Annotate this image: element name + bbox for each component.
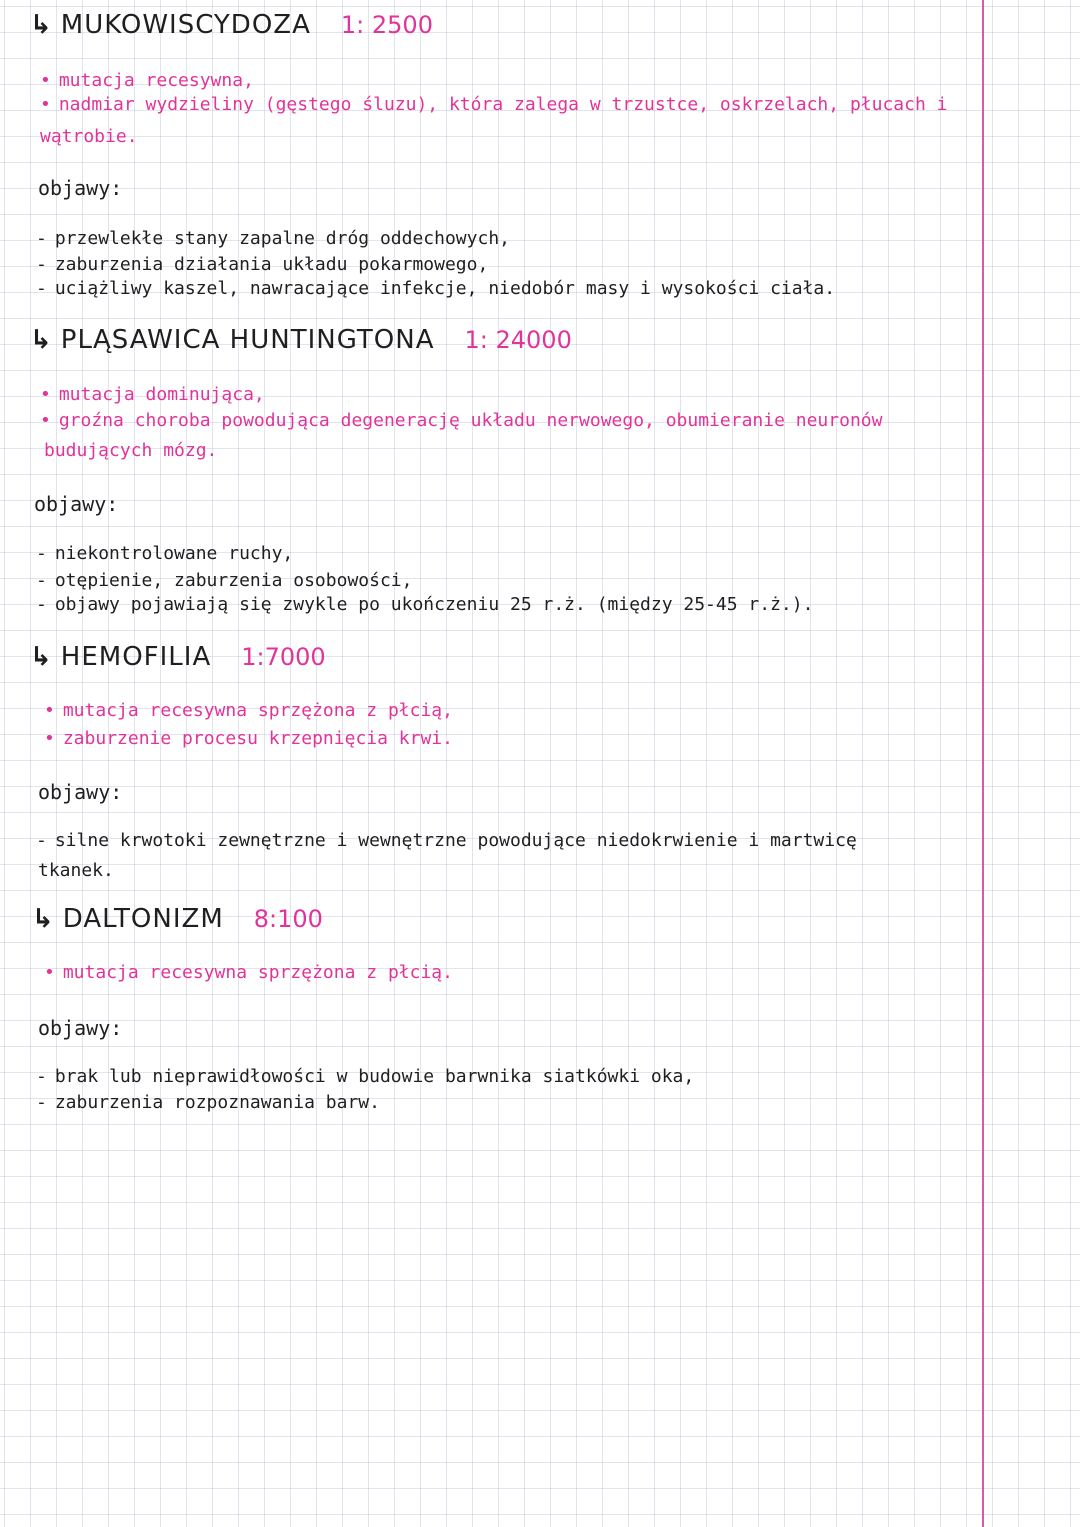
- bullet-icon: •: [44, 700, 55, 721]
- fact-line-continuation: wątrobie.: [40, 126, 138, 147]
- symptom-line: - silne krwotoki zewnętrzne i wewnętrzne powodujące niedokrwienie i martwicę: [36, 830, 857, 851]
- fact-line: • zaburzenie procesu krzepnięcia krwi.: [44, 728, 453, 749]
- symptom-line: - objawy pojawiają się zwykle po ukończeniu 25 r.ż. (między 25-45 r.ż.).: [36, 594, 814, 615]
- symptoms-label: objawy:: [34, 492, 119, 516]
- section-title: MUKOWISCYDOZA: [60, 10, 311, 40]
- symptom-line-continuation: tkanek.: [38, 860, 114, 881]
- bullet-icon: •: [40, 70, 51, 91]
- section-title: HEMOFILIA: [60, 642, 212, 672]
- fact-line: • groźna choroba powodująca degenerację układu nerwowego, obumieranie neuronów: [40, 410, 883, 431]
- bullet-icon: •: [44, 962, 55, 983]
- fact-line: • mutacja recesywna sprzężona z płcią.: [44, 962, 453, 983]
- page-margin-line: [982, 0, 984, 1527]
- symptom-line: - brak lub nieprawidłowości w budowie barwnika siatkówki oka,: [36, 1066, 695, 1087]
- fact-line: • mutacja recesywna,: [40, 70, 254, 91]
- fact-line: • mutacja recesywna sprzężona z płcią,: [44, 700, 453, 721]
- section-heading: [30, 642, 326, 672]
- symptom-line: - zaburzenia działania układu pokarmowego,: [36, 254, 489, 275]
- arrow-icon: ↳: [30, 10, 53, 40]
- bullet-icon: •: [44, 728, 55, 749]
- section-ratio: 8:100: [253, 905, 323, 933]
- bullet-icon: •: [40, 384, 51, 405]
- fact-line: • mutacja dominująca,: [40, 384, 265, 405]
- section-heading: [30, 10, 433, 40]
- section-ratio: 1: 2500: [340, 11, 433, 39]
- arrow-icon: ↳: [30, 325, 53, 355]
- symptoms-label: objawy:: [38, 1016, 123, 1040]
- section-ratio: 1:7000: [241, 643, 326, 671]
- symptom-line: - przewlekłe stany zapalne dróg oddechowych,: [36, 228, 510, 249]
- section-title: DALTONIZM: [62, 904, 224, 934]
- symptoms-label: objawy:: [38, 780, 123, 804]
- symptom-line: - uciążliwy kaszel, nawracające infekcje, niedobór masy i wysokości ciała.: [36, 278, 836, 299]
- symptom-line: - otępienie, zaburzenia osobowości,: [36, 570, 413, 591]
- arrow-icon: ↳: [32, 904, 55, 934]
- section-heading: [30, 325, 572, 355]
- bullet-icon: •: [40, 410, 51, 431]
- section-ratio: 1: 24000: [464, 326, 572, 354]
- fact-line: • nadmiar wydzieliny (gęstego śluzu), która zalega w trzustce, oskrzelach, płucach i: [40, 94, 948, 115]
- symptoms-label: objawy:: [38, 176, 123, 200]
- symptom-line: - zaburzenia rozpoznawania barw.: [36, 1092, 380, 1113]
- symptom-line: - niekontrolowane ruchy,: [36, 543, 294, 564]
- section-title: PLĄSAWICA HUNTINGTONA: [60, 325, 435, 355]
- arrow-icon: ↳: [30, 642, 53, 672]
- fact-line-continuation: budujących mózg.: [44, 440, 218, 461]
- section-heading: [32, 904, 323, 934]
- bullet-icon: •: [40, 94, 51, 115]
